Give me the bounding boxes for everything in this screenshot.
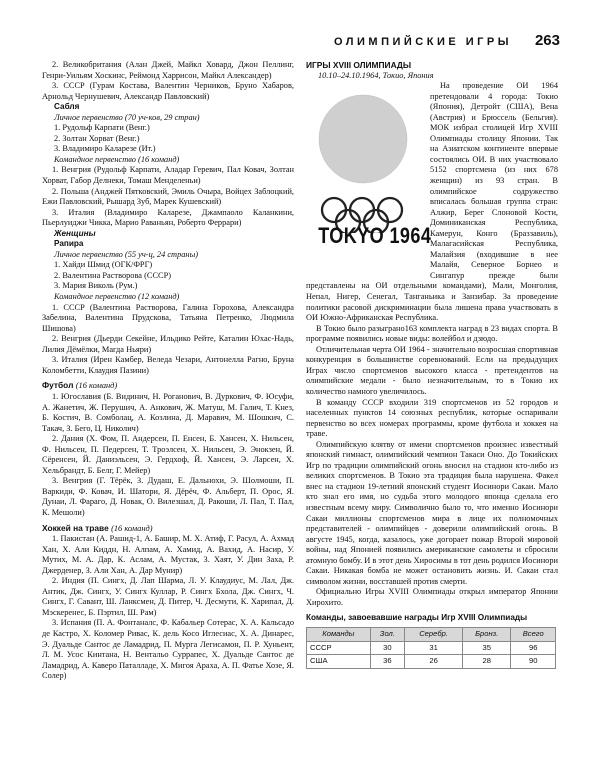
table-cell: СССР bbox=[307, 641, 371, 655]
table-row bbox=[307, 641, 556, 655]
games-title: ИГРЫ XVIII ОЛИМПИАДЫ bbox=[306, 60, 412, 70]
medal-table bbox=[306, 627, 556, 669]
team-result: 2. Польша (Анджей Пятковский, Эмиль Очыра, Войцех Заблоцкий, Ежи Павловский, Рышард Зуб, Марек Кушевский) bbox=[42, 186, 294, 207]
table-cell: 28 bbox=[463, 655, 511, 669]
article-paragraph bbox=[306, 81, 558, 324]
team-result: 2. Индия (П. Сингх, Д. Лап Шарма, Л. У. Клаудиус, М. Лал, Дж. Антик, Дж. Сингх, У. Сингх Куллар, Р. Сингх Бхола, Дж. Сингх, Ч. Сингх, Г. Савант, Ш. Ланксмен, Д. Питер, Ч. Десмути, К. Харипал, Д. Мэскеренес, Б. Пэртил, Ш. Рам) bbox=[42, 576, 294, 617]
left-column bbox=[42, 60, 294, 682]
result-line: 2. Золтан Хорват (Венг.) bbox=[54, 133, 140, 143]
fencing-result: 2. Великобритания (Алан Джей, Майкл Ховард, Джон Пеллинг, Генри-Уильям Хоскинс, Реймонд Харрисон, Майкл Александер) bbox=[42, 60, 294, 80]
article-paragraph: Официально Игры XVIII Олимпиады открыл император Японии Хирохито. bbox=[306, 587, 558, 607]
games-dates: 10.10–24.10.1964, Токио, Япония bbox=[318, 70, 434, 80]
column-header: Зол. bbox=[370, 627, 405, 641]
football-heading bbox=[42, 380, 294, 392]
result-line: 1. Рудольф Карпати (Венг.) bbox=[54, 123, 150, 133]
result-line: 3. Владимиро Каларезе (Ит.) bbox=[54, 144, 156, 154]
team-result: 3. Венгрия (Г. Тёрёк, З. Дудаш, Е. Дальнохи, Э. Шолмоши, П. Варкиди, Ф. Ковач, И. Шатори, Я. Дёрёч, Ф. Альберт, П. Орос, Я. Дунаи, Л. Фараго, Д. Новак, О. Вилезшал, Д. Ракоши, Л. Пал, Т. Пал, К. Мешоли) bbox=[42, 476, 294, 517]
page-header bbox=[40, 34, 560, 54]
team-result: 3. Италия (Ирен Камбер, Веледа Чезари, Антонелла Рагно, Бруна Коломбетти, Клаудия Пазини) bbox=[42, 355, 294, 375]
article-paragraph: Олимпийскую клятву от имени спортсменов произнес известный японский гимнаст, олимпийский чемпион Такаси Оно. До Токийских Игр по традиции олимпийский огонь вносил на стадион кто-либо из великих спортсменов. В Токио эта традиция была нарушена. Факел внес на стадион 19-летний японский студент Иосинори Сакаи. Мало кто знал его имя, но судьба этого молодого японца сделала его известным всему миру. Символично было то, что именно Иосинори Сакаи миллионы спортсменов мира в лице их полномочных представителей - олимпийцев - доверили олимпийский огонь. В августе 1945, когда, казалось, уже догорает пожар Второй мировой войны, над Японией появились американские самолеты и сбросили атомную бомбу. И в этот день Хиросимы в тот день родился Иосинори Сакаи. Никакая бомба не может остановить жизнь. И. Сакаи стал символом жизни, восставшей против смерти. bbox=[306, 439, 558, 586]
column-header: Всего bbox=[511, 627, 556, 641]
foil-team-heading: Командное первенство (12 команд) bbox=[54, 292, 180, 302]
table-row bbox=[307, 655, 556, 669]
table-cell: 90 bbox=[511, 655, 556, 669]
foil-individual-heading: Личное первенство (55 уч-ц, 24 страны) bbox=[54, 249, 198, 259]
team-result: 2. Дания (Х. Фом, П. Андерсен, П. Енсен, Б. Хансен, Х. Нильсен, Ф. Нильсен, П. Педерсен, Т. Троэлсен, Х. Нильсен, Э. Энокзен, Й. Сёренсен, Й. Даниэльсен, Э. Гердхоф, Й. Хансен, Э. Ларсен, Х. Хельбрандт, Б. Белг, Г. Мейер) bbox=[42, 434, 294, 475]
hockey-heading bbox=[42, 523, 294, 535]
table-cell: 96 bbox=[511, 641, 556, 655]
page-number: 263 bbox=[534, 32, 560, 49]
medal-table-title: Команды, завоевавшие награды Игр XVIII Олимпиады bbox=[306, 613, 528, 623]
table-cell: 26 bbox=[405, 655, 463, 669]
team-result: 1. СССР (Валентина Растворова, Галина Горохова, Александра Забелина, Валентина Прудскова, Татьяна Петренко, Людмила Шишова) bbox=[42, 302, 294, 333]
team-result: 3. Италия (Владимиро Каларезе, Джампаоло Каланкини, Пьерлуиджи Чикка, Марио Раваньян, Роберто Феррари) bbox=[42, 207, 294, 228]
team-result: 1. Югославия (Б. Видинич, Н. Роганович, В. Дуркович, Ф. Юсуфи, А. Жанетич, Ж. Перушич, А. Анкович, Ж. Матуш, М. Галич, Т. Кнез, Б. Костич, В. Сомболац, А. Козлина, Д. Маравич, М. Шошкич, С. Такач, З. Бего, Ц. Николич) bbox=[42, 391, 294, 433]
article-paragraph: Отличительная черта ОИ 1964 - значительно возросшая спортивная конкуренция в большинстве соревнований. Если на предыдущих Играх число спортсменов высокого класса - претендентов на олимпийские медали - было незначительным, то в Токио их количество намного увеличилось. bbox=[306, 344, 558, 396]
sabre-individual-heading: Личное первенство (70 уч-ков, 29 стран) bbox=[54, 112, 200, 122]
sabre-team-heading: Командное первенство (16 команд) bbox=[54, 154, 180, 164]
olympic-emblem-graphic bbox=[306, 83, 424, 233]
rising-sun-icon bbox=[319, 95, 407, 183]
article-paragraph: В Токио было разыграно163 комплекта наград в 23 видах спорта. В программе появились новые виды: волейбол и дзюдо. bbox=[306, 323, 558, 344]
result-line: 2. Валентина Растворова (СССР) bbox=[54, 270, 171, 280]
right-column bbox=[306, 60, 558, 669]
result-line: 3. Мария Виколь (Рум.) bbox=[54, 281, 138, 291]
emblem-text: TOKYO 1964 bbox=[318, 223, 432, 249]
foil-heading: Рапира bbox=[54, 239, 84, 249]
table-cell: 31 bbox=[405, 641, 463, 655]
column-header: Команды bbox=[307, 627, 371, 641]
paragraph-text: На проведение ОИ 1964 претендовали 4 города: Токио (Япония), Детройт (США), Вена (Австрия) и Брюссель (Бельгия). МОК избрал столицей Игр XVIII Олимпиады столицу Японии. Так на Азиатском континенте впервые состоялись ОИ. В них участвовало 5152 спортсмена (из них 678 женщин) из 93 стран. В олимпийское содружество вписалась большая группа стран: Алжир, Берег Слоновой Кости, Доминиканская Республика, Камерун, Конго (Браззавиль), Малагасийская Республика, Малайзия (входившие в нее Малайя, Северное Борнео и Сингапур прежде были представлены на ОИ отдельными командами), Мали, Монголия, Непал, Нигер, Сенегал, Танганьика и Занзибар. За проведение политики расовой дискриминации была лишена права участвовать в ОИ Южно-Африканская Республика. bbox=[306, 81, 558, 323]
table-cell: 36 bbox=[370, 655, 405, 669]
tokyo-1964-emblem bbox=[306, 83, 432, 279]
fencing-result: 3. СССР (Гурам Костава, Валентин Черников, Бруно Хабаров, Арнольд Чернушевич, Александр Павловский) bbox=[42, 81, 294, 101]
result-line: 1. Хайди Шмид (ОГК/ФРГ) bbox=[54, 260, 153, 270]
hockey-count: (16 команд) bbox=[111, 523, 153, 533]
women-heading: Женщины bbox=[54, 228, 96, 238]
table-cell: США bbox=[307, 655, 371, 669]
team-result: 1. Пакистан (А. Рашид-1, А. Башир, М. Х. Атиф, Г. Расул, А. Ахмад Хан, Х. Али Киддн, Н. Алпам, А. Хамид, А. Вахид, А. Насир, У. Мутиx, М. А. Дар, К. Аслам, А. Мустак, З. Хаят, У. Дин Заха, Р. Джерденер, З. Али Хан, А. Дар Мунир) bbox=[42, 534, 294, 575]
table-cell: 30 bbox=[370, 641, 405, 655]
team-result: 2. Венгрия (Дьерди Секейне, Ильдико Рейте, Каталин Юхас-Надь, Лилия Дёмёлки, Магда Ньяри) bbox=[42, 334, 294, 354]
sabre-heading: Сабля bbox=[54, 102, 80, 112]
article-paragraph: В команду СССР входили 319 спортсменов из 52 городов и населенных пунктов 14 союзных республик, которые оспаривали первенство во всех номерах программы, кроме футбола и хоккея на траве. bbox=[306, 397, 558, 439]
table-cell: 35 bbox=[463, 641, 511, 655]
football-count: (16 команд) bbox=[75, 381, 118, 391]
hockey-title: Хоккей на траве bbox=[42, 522, 109, 533]
table-header-row bbox=[307, 627, 556, 641]
football-title: Футбол bbox=[42, 380, 74, 391]
team-result: 1. Венгрия (Рудольф Карпати, Аладар Геревич, Пал Ковач, Золтан Хорват, Габор Делнеки, Томаш Менделеньи) bbox=[42, 165, 294, 186]
column-header: Бронз. bbox=[463, 627, 511, 641]
team-result: 3. Испания (П. А. Фонтаналс, Ф. Кабальер Сотерас, Х. А. Кальсадо де Кастро, Х. Коломер Ривас, К. дель Косо Иглесиас, Х. А. Динарес, Э. Дуальде Сантос де Ламадрид, П. Мурга Легисамон, П. Р. Хуньент, Л. М. Усос Кинтана, Н. Вентальо Суррапес, Х. Дуальде Сантос де Ламадрид, А. Каверо Паталладе, Х. Мигоя Араха, А. П. Фатье Хозе, Я. Солер) bbox=[42, 618, 294, 681]
running-title: ОЛИМПИЙСКИЕ ИГРЫ bbox=[334, 36, 512, 48]
column-header: Серебр. bbox=[405, 627, 463, 641]
